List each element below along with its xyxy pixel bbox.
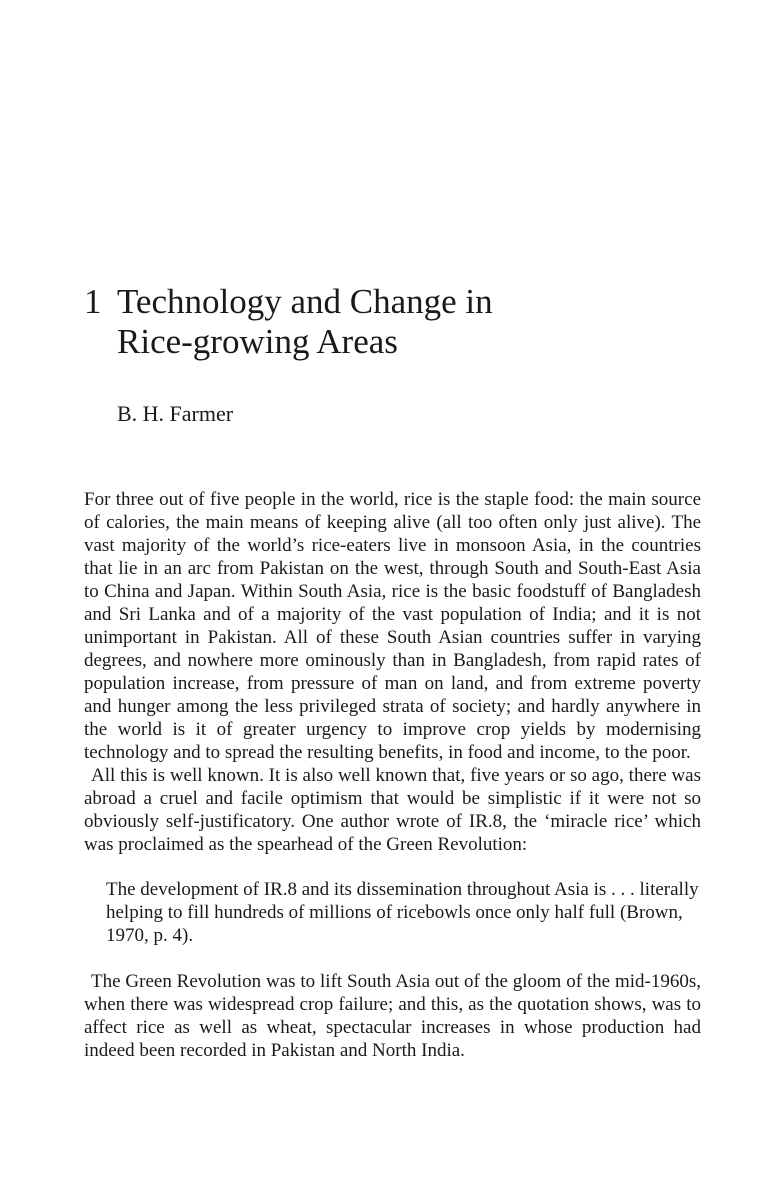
- body-paragraph: All this is well known. It is also well known that, five years or so ago, there was abroad a cruel and facile optimism that would be simplistic if it were not so obviously self-justificatory. One author wrote of IR.8, the ‘miracle rice’ which was proclaimed as the spearhead of the Green Revolution:: [84, 765, 701, 855]
- body-paragraph: The Green Revolution was to lift South Asia out of the gloom of the mid-1960s, when there was widespread crop failure; and this, as the quotation shows, was to affect rice as well as wheat, spectacular increases in whose production had indeed been recorded in Pakistan and North India.: [84, 971, 701, 1061]
- chapter-title: Technology and Change in Rice-growing Areas: [117, 282, 493, 361]
- chapter-author: B. H. Farmer: [117, 401, 234, 426]
- block-quote: The development of IR.8 and its dissemination throughout Asia is . . . literally helping to fill hundreds of millions of ricebowls once only half full (Brown, 1970, p. 4).: [106, 879, 699, 946]
- body-paragraph: For three out of five people in the world, rice is the staple food: the main source of calories, the main means of keeping alive (all too often only just alive). The vast majority of the world’s rice-eaters live in monsoon Asia, in the countries that lie in an arc from Pakistan on the west, through South and South-East Asia to China and Japan. Within South Asia, rice is the basic foodstuff of Bangladesh and Sri Lanka and of a majority of the vast population of India; and it is not unimportant in Pakistan. All of these South Asian countries suffer in varying degrees, and nowhere more ominously than in Bangladesh, from rapid rates of population increase, from pressure of man on land, and from extreme poverty and hunger among the less privileged strata of society; and hardly anywhere in the world is it of greater urgency to improve crop yields by modernising technology and to spread the resulting benefits, in food and income, to the poor.: [84, 489, 701, 763]
- chapter-number: 1: [84, 282, 102, 321]
- chapter-body: [84, 488, 701, 1062]
- chapter-heading: [84, 282, 704, 362]
